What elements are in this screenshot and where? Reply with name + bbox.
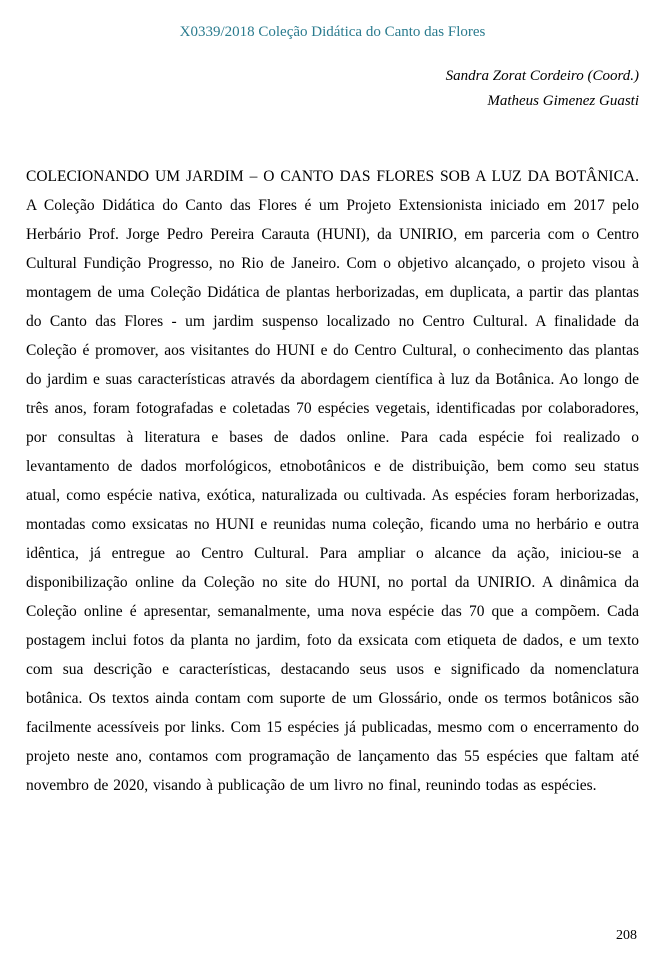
author-block	[26, 64, 639, 114]
abstract-body: COLECIONANDO UM JARDIM – O CANTO DAS FLORES SOB A LUZ DA BOTÂNICA. A Coleção Didática do Canto das Flores é um Projeto Extensionista iniciado em 2017 pelo Herbário Prof. Jorge Pedro Pereira Carauta (HUNI), da UNIRIO, em parceria com o Centro Cultural Fundição Progresso, no Rio de Janeiro. Com o objetivo alcançado, o projeto visou à montagem de uma Coleção Didática de plantas herborizadas, em duplicata, a partir das plantas do Canto das Flores - um jardim suspenso localizado no Centro Cultural. A finalidade da Coleção é promover, aos visitantes do HUNI e do Centro Cultural, o conhecimento das plantas do jardim e suas características através da abordagem científica à luz da Botânica. Ao longo de três anos, foram fotografadas e coletadas 70 espécies vegetais, identificadas por colaboradores, por consultas à literatura e bases de dados online. Para cada espécie foi realizado o levantamento de dados morfológicos, etnobotânicos e de distribuição, bem como seu status atual, como espécie nativa, exótica, naturalizada ou cultivada. As espécies foram herborizadas, montadas como exsicatas no HUNI e reunidas numa coleção, ficando uma no herbário e outra idêntica, já entregue ao Centro Cultural. Para ampliar o alcance da ação, iniciou-se a disponibilização online da Coleção no site do HUNI, no portal da UNIRIO. A dinâmica da Coleção online é apresentar, semanalmente, uma nova espécie das 70 que a compõem. Cada postagem inclui fotos da planta no jardim, foto da exsicata com etiqueta de dados, e um texto com sua descrição e características, destacando seus usos e significado da nomenclatura botânica. Os textos ainda contam com suporte de um Glossário, onde os termos botânicos são facilmente acessíveis por links. Com 15 espécies já publicadas, mesmo com o encerramento do projeto neste ano, contamos com programação de lançamento das 55 espécies que faltam até novembro de 2020, visando à publicação de um livro no final, reunindo todas as espécies.	[26, 168, 639, 794]
page-number: 208	[616, 928, 637, 943]
author-coordinator: Sandra Zorat Cordeiro (Coord.)	[445, 68, 639, 84]
page-title: X0339/2018 Coleção Didática do Canto das Flores	[179, 24, 486, 40]
author-second: Matheus Gimenez Guasti	[487, 93, 639, 109]
